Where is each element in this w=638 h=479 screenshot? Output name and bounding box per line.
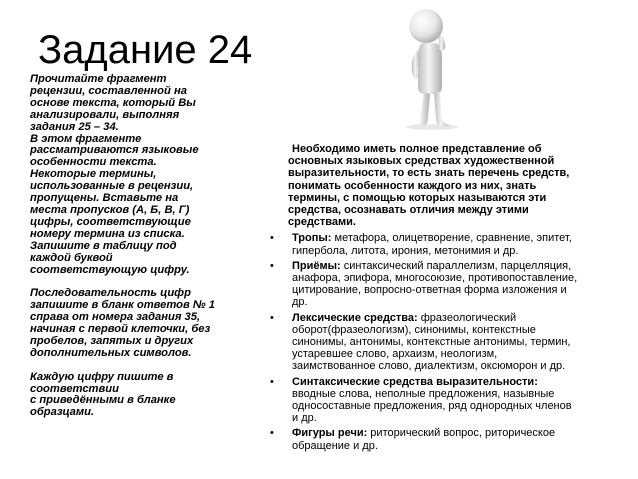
list-item-syntactic — [270, 376, 622, 425]
list-item-line: оборот(фразеологизм), синонимы, контекстные — [292, 323, 536, 336]
bullet-icon: • — [270, 259, 274, 272]
instruction-line: Последовательность цифр — [30, 287, 191, 300]
term-description: фразеологический — [417, 311, 517, 324]
instruction-line: дополнительных символов. — [30, 346, 192, 359]
list-item-line: др. — [292, 296, 308, 309]
bullet-icon: • — [270, 311, 274, 324]
term-description: синтаксический параллелизм, парцелляция, — [340, 259, 572, 272]
list-item-first-line — [292, 427, 622, 439]
bullet-icon: • — [270, 375, 274, 388]
instruction-line: с приведёнными в бланке — [30, 394, 176, 407]
list-item-line: гипербола, литота, ирония, метонимия и др. — [292, 244, 519, 257]
instruction-line — [30, 360, 258, 372]
list-item-line: устаревшее слово, архаизм, неологизм, — [292, 348, 498, 361]
list-item-line: и др. — [292, 412, 317, 425]
instruction-line: справа от номера задания 35, — [30, 311, 201, 324]
instruction-line: использованные в рецензии, — [30, 180, 194, 193]
list-item-first-line — [292, 312, 622, 324]
instruction-line: рассматриваются языковые — [30, 144, 199, 157]
instruction-line: задания 25 – 34. — [30, 120, 119, 133]
instruction-line: особенности текста. — [30, 156, 157, 169]
term-description: риторический вопрос, риторическое — [367, 427, 556, 440]
instruction-line: номеру термина из списка. — [30, 227, 185, 240]
thinking-person-icon — [396, 6, 464, 130]
list-item-line: заимствованное слово, диалектизм, оксюморон и др. — [292, 360, 566, 373]
instruction-line: Прочитайте фрагмент — [30, 73, 167, 85]
list-item-tropes — [270, 232, 622, 256]
instruction-line: В этом фрагменте — [30, 132, 142, 145]
list-item-line: синонимы, антонимы, контекстные антонимы, термин, — [292, 336, 571, 349]
list-item-devices — [270, 260, 622, 309]
list-item-line: анафора, эпифора, многосоюзие, противопоставление, — [292, 272, 578, 285]
instruction-line: запишите в бланк ответов № 1 — [30, 299, 216, 312]
intro-line: выразительности, то есть знать перечень средств, — [288, 167, 570, 180]
bullet-icon: • — [270, 427, 274, 440]
bullet-icon: • — [270, 232, 274, 245]
instruction-line: Запишите в таблицу под — [30, 239, 177, 252]
term-label: Лексические средства: — [292, 311, 418, 324]
intro-line: основных языковых средствах художественной — [288, 155, 555, 168]
instruction-line: образцами. — [30, 406, 95, 419]
list-item-first-line — [292, 232, 622, 244]
instruction-line: соответствии — [30, 382, 119, 395]
theory-column — [270, 143, 622, 455]
term-label: Фигуры речи: — [292, 427, 368, 440]
page-title: Задание 24 — [38, 28, 253, 72]
list-item-first-line — [292, 260, 622, 272]
instruction-line: начиная с первой клеточки, без — [30, 323, 211, 336]
intro-line: средствами. — [288, 216, 356, 229]
intro-line: средства, осознавать отличия между этими — [288, 204, 529, 217]
intro-line: Необходимо иметь полное представление об — [292, 143, 542, 155]
term-description: метафора, олицетворение, сравнение, эпитет, — [331, 232, 572, 245]
task-instructions — [30, 74, 258, 419]
instruction-line: соответствующую цифру. — [30, 263, 190, 276]
instruction-line: основе текста, который Вы — [30, 96, 196, 109]
intro-line: понимать особенности каждого из них, знать — [288, 179, 537, 192]
instruction-line: анализировали, выполняя — [30, 108, 180, 121]
term-label: Синтаксические средства выразительности: — [292, 375, 538, 388]
instruction-line: каждой буквой — [30, 251, 113, 264]
list-item-line: обращение и др. — [292, 439, 378, 452]
list-item-line: вводные слова, неполные предложения, назывные — [292, 387, 555, 400]
instruction-line: пропущены. Вставьте на — [30, 192, 179, 205]
list-item-line: цитирование, вопросно-ответная форма изложения и — [292, 284, 567, 297]
intro-paragraph — [270, 143, 622, 228]
list-item-first-line — [292, 376, 622, 388]
list-item-figures — [270, 427, 622, 451]
instruction-line: рецензии, составленной на — [30, 84, 187, 97]
means-list — [270, 232, 622, 451]
term-label: Приёмы: — [292, 259, 341, 272]
instruction-line: места пропусков (А, Б, В, Г) — [30, 203, 190, 216]
term-label: Тропы: — [292, 232, 332, 245]
instruction-line: цифры, соответствующие — [30, 215, 191, 228]
intro-line: термины, с помощью которых называются эти — [288, 191, 547, 204]
instruction-line: Некоторые термины, — [30, 168, 157, 181]
list-item-line: односоставные предложения, ряд однородных членов — [292, 400, 572, 413]
instruction-line: пробелов, запятых и других — [30, 334, 194, 347]
instruction-line: Каждую цифру пишите в — [30, 370, 174, 383]
list-item-lexical — [270, 312, 622, 373]
